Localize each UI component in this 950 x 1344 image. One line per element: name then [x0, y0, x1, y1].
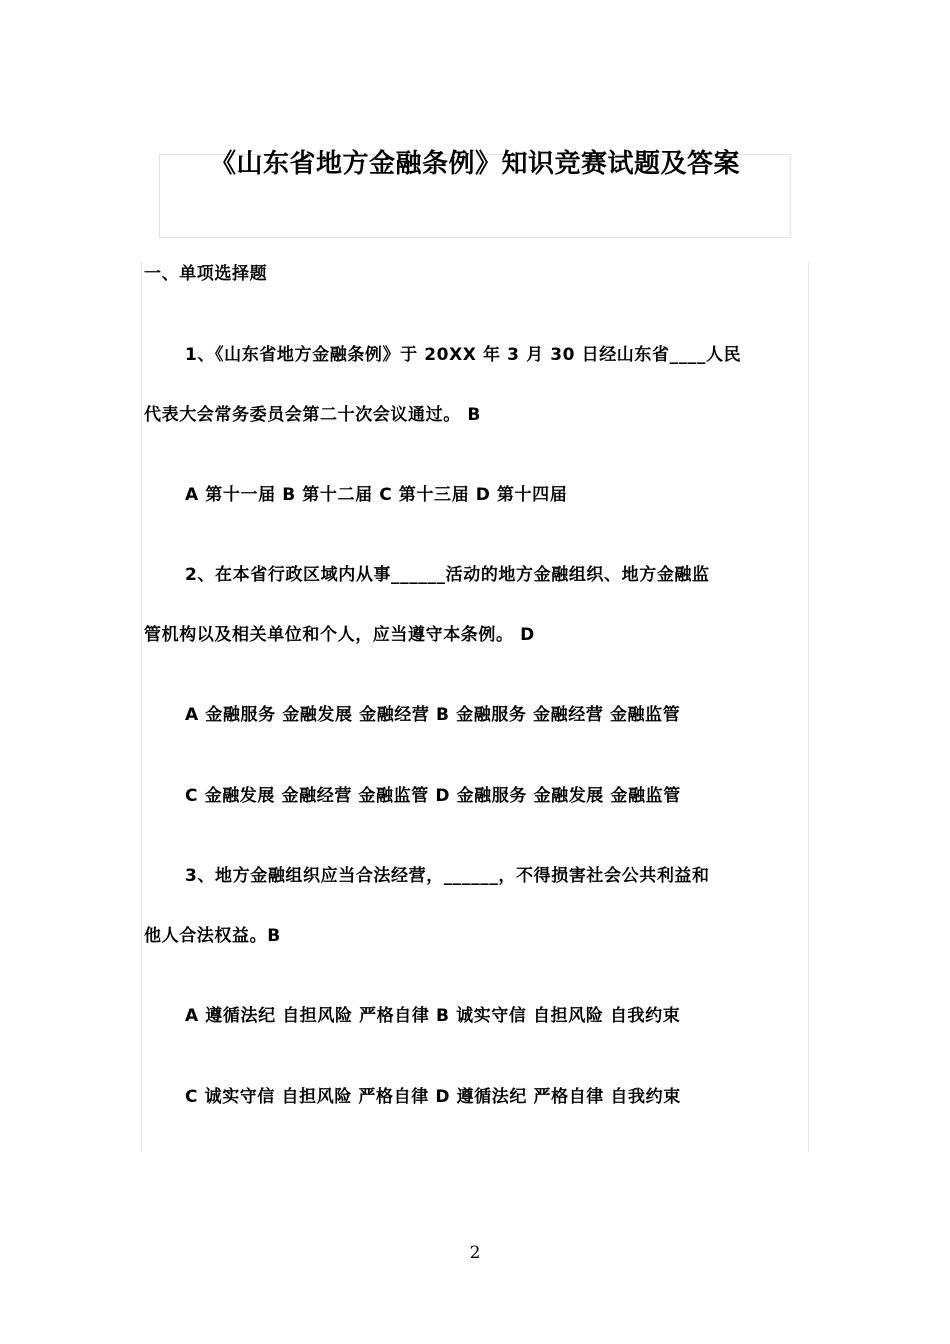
question-2-options-ab: A 金融服务 金融发展 金融经营 B 金融服务 金融经营 金融监管 — [185, 705, 681, 725]
question-2-options-cd: C 金融发展 金融经营 金融监管 D 金融服务 金融发展 金融监管 — [185, 786, 681, 806]
section-heading: 一、单项选择题 — [144, 264, 268, 284]
question-3-options-ab: A 遵循法纪 自担风险 严格自律 B 诚实守信 自担风险 自我约束 — [185, 1006, 681, 1026]
question-3-options-cd: C 诚实守信 自担风险 严格自律 D 遵循法纪 严格自律 自我约束 — [185, 1087, 681, 1107]
question-2-line-2: 管机构以及相关单位和个人，应当遵守本条例。 D — [144, 625, 535, 645]
question-1-line-2: 代表大会常务委员会第二十次会议通过。 B — [144, 405, 481, 425]
page-number: 2 — [469, 1243, 481, 1263]
question-1-line-1: 1、《山东省地方金融条例》于 20XX 年 3 月 30 日经山东省____人民 — [185, 345, 742, 365]
question-3-line-1: 3、地方金融组织应当合法经营，______，不得损害社会公共利益和 — [185, 866, 710, 886]
question-1-options: A 第十一届 B 第十二届 C 第十三届 D 第十四届 — [185, 485, 568, 505]
document-title: 《山东省地方金融条例》知识竞赛试题及答案 — [209, 149, 740, 179]
question-2-line-1: 2、在本省行政区域内从事______活动的地方金融组织、地方金融监 — [185, 565, 710, 585]
question-3-line-2: 他人合法权益。B — [144, 926, 281, 946]
